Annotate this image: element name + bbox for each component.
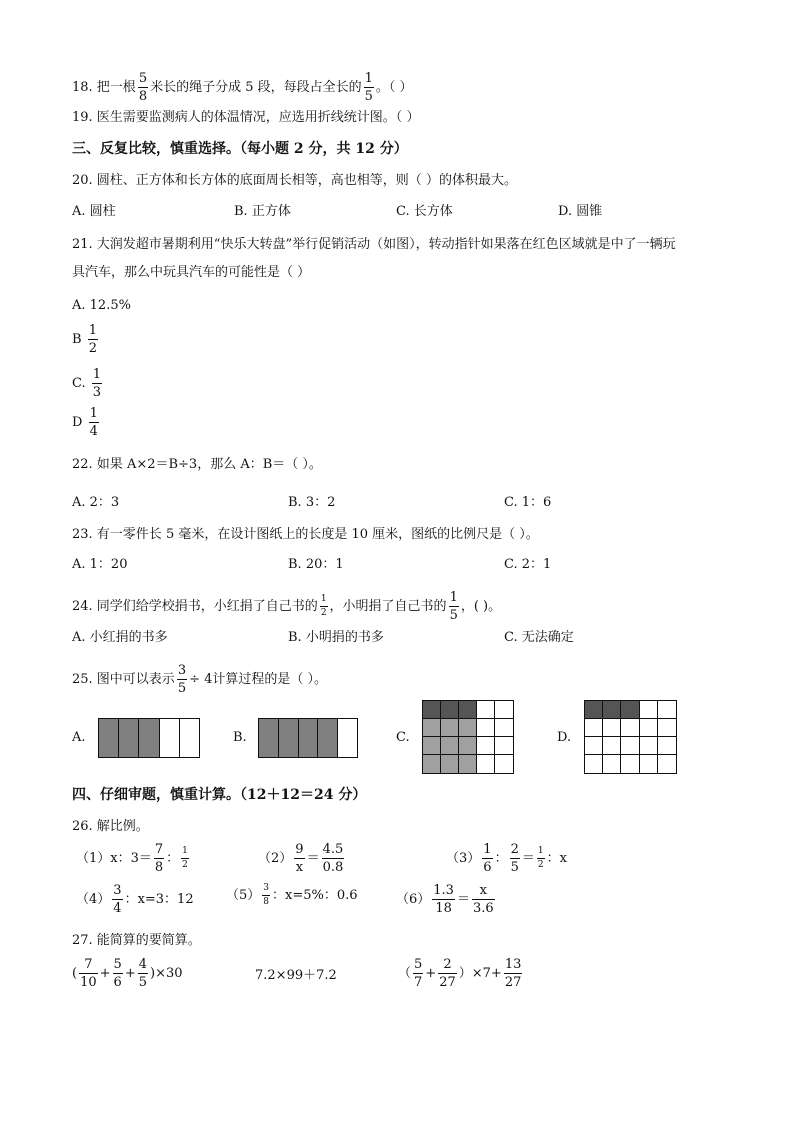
fraction: $\frac{1.3}{18}$ [433,883,454,916]
question-21-line1: 21. 大润发超市暑期利用“快乐大转盘”举行促销活动（如图），转动指针如果落在红色区域就是中了一辆玩 [72,237,676,252]
q26-problem-3: （3） $\frac{1}{6}$ ： $\frac{2}{5}$ ＝ $\frac{1}{2}$ ：x [446,842,567,875]
q20-option-c: C. 长方体 [396,204,453,219]
q26-problem-5: （5） $\frac{3}{8}$ ：x=5%：0.6 [226,883,358,907]
q24-option-c: C. 无法确定 [504,630,574,645]
fraction: $\frac{1}{4}$ [89,406,98,439]
fraction: $\frac{5}{7}$ [414,957,423,990]
q24-option-b: B. 小明捐的书多 [288,630,384,645]
question-24-stem: 24. 同学们给学校捐书，小红捐了自己书的 $\frac{1}{2}$ ，小明捐了自己书的 $\frac{1}{5}$ ，( )。 [72,590,502,623]
q25-figure-c [422,700,514,774]
fraction: $\frac{3}{4}$ [113,883,122,916]
fraction: $\frac{2}{5}$ [510,842,519,875]
question-27-title: 27. 能简算的要简算。 [72,933,201,948]
q25-option-c-label: C. [396,730,410,745]
q27-expression-1: ( $\frac{7}{10}$ + $\frac{5}{6}$ + $\frac{4}{5}$ )×30 [72,957,183,990]
question-25-stem: 25. 图中可以表示 $\frac{3}{5}$ ÷ 4计算过程的是（ ）。 [72,663,328,696]
q26-problem-2: （2） $\frac{9}{x}$ ＝ $\frac{4.5}{0.8}$ [258,842,344,875]
fraction: $\frac{1}{2}$ [88,323,97,356]
q22-option-b: B. 3：2 [288,495,336,510]
fraction: $\frac{1}{5}$ [364,71,373,104]
fraction: $\frac{3}{5}$ [177,663,187,696]
question-23-stem: 23. 有一零件长 5 毫米，在设计图纸上的长度是 10 厘米，图纸的比例尺是（ ）。 [72,527,539,542]
q18-pre: 18. 把一根 [72,80,136,95]
fraction: $\frac{4.5}{0.8}$ [322,842,344,875]
fraction: $\frac{1}{2}$ [320,594,327,618]
fraction: $\frac{x}{3.6}$ [472,883,494,916]
q25-figure-b [258,718,358,758]
fraction: $\frac{1}{5}$ [449,590,458,623]
fraction: $\frac{1}{3}$ [92,367,102,400]
q21-option-c: C. $\frac{1}{3}$ [72,367,102,400]
q26-problem-4: （4） $\frac{3}{4}$ ：x=3：12 [76,883,194,916]
fraction: $\frac{4}{5}$ [138,957,147,990]
q20-option-d: D. 圆锥 [558,204,603,219]
question-21-line2: 具汽车，那么中玩具汽车的可能性是（ ） [72,265,311,280]
section-3-heading: 三、反复比较，慎重选择。（每小题 2 分，共 12 分） [72,141,408,157]
q25-figure-d [584,700,677,774]
q18-post: 。（ ） [375,80,413,95]
q25-option-b-label: B. [233,730,247,745]
question-22-stem: 22. 如果 A×2＝B÷3，那么 A：B＝（ ）。 [72,457,322,472]
q27-expression-3: （ $\frac{5}{7}$ + $\frac{2}{27}$ ）×7+ $\frac{13}{27}$ [398,957,522,990]
q20-option-b: B. 正方体 [234,204,291,219]
q26-problem-6: （6） $\frac{1.3}{18}$ ＝ $\frac{x}{3.6}$ [396,883,494,916]
fraction: $\frac{7}{10}$ [80,957,97,990]
question-19: 19. 医生需要监测病人的体温情况，应选用折线统计图。（ ） [72,110,420,125]
question-26-title: 26. 解比例。 [72,819,149,834]
fraction: $\frac{13}{27}$ [504,957,522,990]
question-20-stem: 20. 圆柱、正方体和长方体的底面周长相等，高也相等，则（ ）的体积最大。 [72,173,517,188]
q26-problem-1: （1）x：3＝ $\frac{7}{8}$ ： $\frac{1}{2}$ [76,842,188,875]
question-18 [72,72,413,103]
fraction: $\frac{5}{8}$ [138,71,148,104]
q27-expression-2: 7.2×99＋7.2 [255,968,337,983]
fraction: $\frac{1}{2}$ [537,846,544,870]
q23-option-b: B. 20：1 [288,557,344,572]
fraction: $\frac{1}{2}$ [182,846,188,870]
q21-option-b: B $\frac{1}{2}$ [72,323,97,356]
fraction: $\frac{2}{27}$ [439,957,456,990]
fraction: $\frac{7}{8}$ [154,842,164,875]
section-4-heading: 四、仔细审题，慎重计算。（12＋12＝24 分） [72,787,367,803]
q25-option-a-label: A. [72,730,86,745]
q25-figure-a [98,718,200,758]
fraction: $\frac{3}{8}$ [263,883,270,907]
q20-option-a: A. 圆柱 [72,204,116,219]
q22-option-a: A. 2：3 [72,495,120,510]
fraction: $\frac{5}{6}$ [113,957,122,990]
fraction: $\frac{9}{x}$ [295,842,304,875]
q22-option-c: C. 1：6 [504,495,552,510]
q23-option-a: A. 1：20 [72,557,128,572]
q24-option-a: A. 小红捐的书多 [72,630,168,645]
q18-mid: 米长的绳子分成 5 段，每段占全长的 [150,80,362,95]
q23-option-c: C. 2：1 [504,557,552,572]
q21-option-d: D $\frac{1}{4}$ [72,406,98,439]
q21-option-a: A. 12.5% [72,298,131,313]
q25-option-d-label: D. [557,730,572,745]
fraction: $\frac{1}{6}$ [483,842,492,875]
